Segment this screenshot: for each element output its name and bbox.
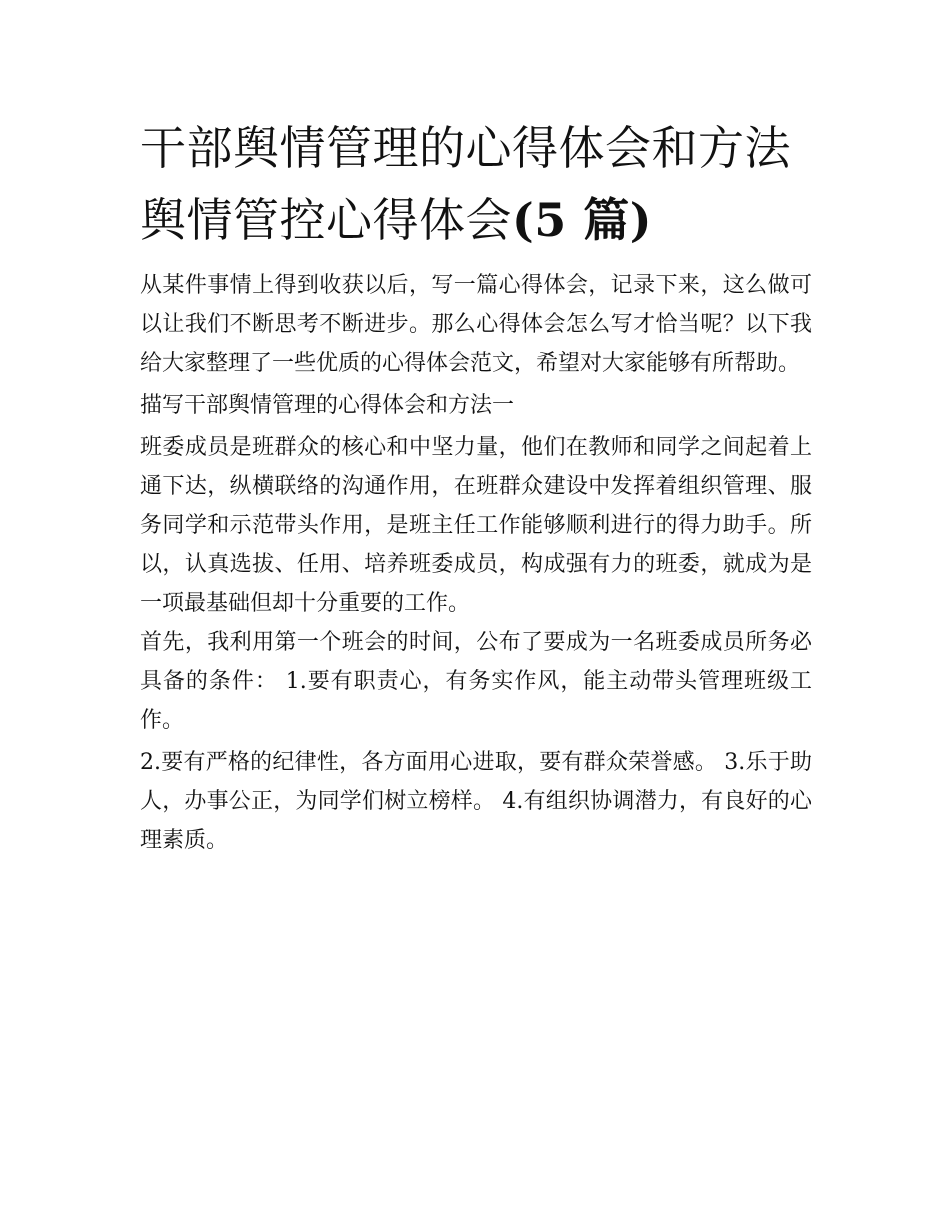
body-paragraph-1: 班委成员是班群众的核心和中坚力量，他们在教师和同学之间起着上通下达，纵横联络的沟通作用，在班群众建设中发挥着组织管理、服务同学和示范带头作用，是班主任工作能够顺利进行的得力助手。所以，认真选拔、任用、培养班委成员，构成强有力的班委，就成为是一项最基础但却十分重要的工作。 [140,435,812,616]
body-paragraph-2: 首先，我利用第一个班会的时间，公布了要成为一名班委成员所务必具备的条件： 1.要有职责心，有务实作风，能主动带头管理班级工作。 [140,630,812,733]
document-body [140,112,812,860]
intro-paragraph: 从某件事情上得到收获以后，写一篇心得体会，记录下来，这么做可以让我们不断思考不断进步。那么心得体会怎么写才恰当呢？以下我给大家整理了一些优质的心得体会范文，希望对大家能够有所帮助。 [140,273,812,376]
body-paragraph-3: 2.要有严格的纪律性，各方面用心进取，要有群众荣誉感。 3.乐于助人，办事公正，为同学们树立榜样。 4.有组织协调潜力，有良好的心理素质。 [140,750,812,853]
title-count-text: (5 篇) [512,193,653,247]
section-heading: 描写干部舆情管理的心得体会和方法一 [140,393,515,418]
title-main-text: 干部舆情管理的心得体会和方法 舆情管控心得体会 [140,121,791,247]
document-title [140,112,812,256]
